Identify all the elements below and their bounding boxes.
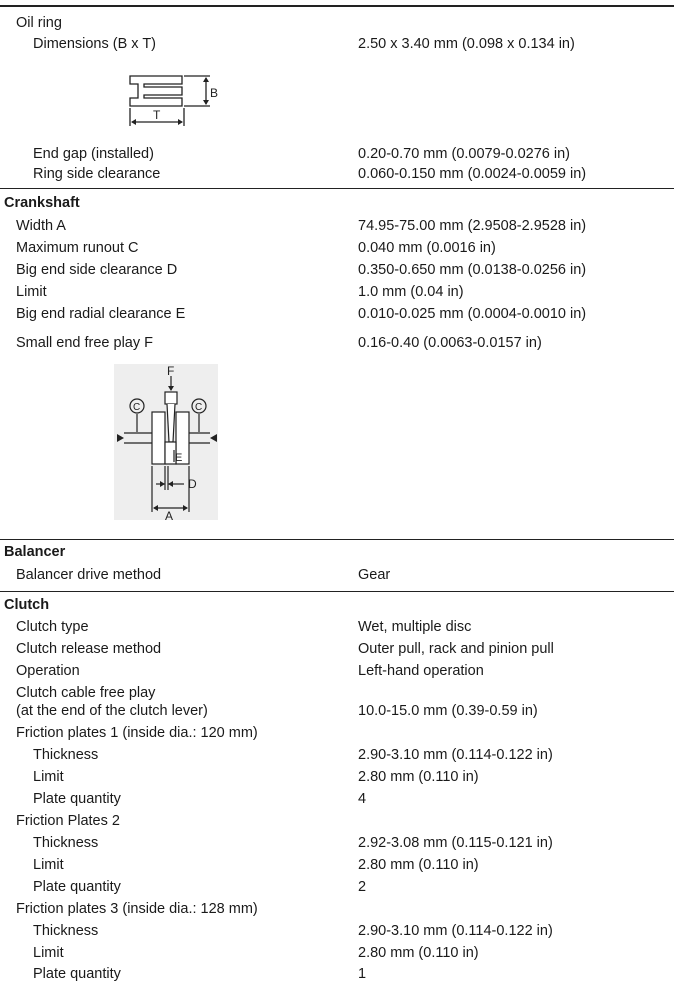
- fp1-qty-label: Plate quantity: [33, 791, 121, 807]
- crankshaft-title: Crankshaft: [4, 195, 80, 211]
- fig-label-c-left: C: [133, 402, 141, 413]
- fp2-thickness-label: Thickness: [33, 835, 99, 851]
- clutch-cable-label-1: Clutch cable free play: [16, 685, 156, 701]
- end-gap-value: 0.20-0.70 mm (0.0079-0.0276 in): [358, 146, 570, 162]
- clutch-cable-label-2: (at the end of the clutch lever): [16, 703, 208, 719]
- fp3-limit-label: Limit: [33, 945, 64, 961]
- balancer-drive-label: Balancer drive method: [16, 567, 162, 583]
- fp3-limit-value: 2.80 mm (0.110 in): [358, 945, 479, 961]
- crank-row-value: 74.95-75.00 mm (2.9508-2.9528 in): [358, 218, 587, 234]
- divider-crankshaft: [0, 188, 674, 189]
- crank-row-label: Small end free play F: [16, 335, 154, 351]
- crank-row-label: Big end radial clearance E: [16, 306, 186, 322]
- fp3-thickness-label: Thickness: [33, 923, 99, 939]
- crank-row-value: 0.16-0.40 (0.0063-0.0157 in): [358, 335, 542, 351]
- friction-plates-2-label: Friction Plates 2: [16, 813, 120, 829]
- fp1-thickness-label: Thickness: [33, 747, 99, 763]
- fp3-qty-value: 1: [358, 966, 367, 982]
- balancer-title: Balancer: [4, 544, 66, 560]
- fp1-limit-value: 2.80 mm (0.110 in): [358, 769, 479, 785]
- fp1-limit-label: Limit: [33, 769, 64, 785]
- crank-row-label: Maximum runout C: [16, 240, 139, 256]
- clutch-operation-label: Operation: [16, 663, 80, 679]
- clutch-type-label: Clutch type: [16, 619, 89, 635]
- fig-label-b: B: [210, 86, 219, 100]
- oil-ring-dimensions-label: Dimensions (B x T): [33, 36, 157, 52]
- crank-row-value: 0.010-0.025 mm (0.0004-0.0010 in): [358, 306, 587, 322]
- oil-ring-dimensions-value: 2.50 x 3.40 mm (0.098 x 0.134 in): [358, 36, 575, 52]
- oil-ring-title: Oil ring: [16, 15, 62, 31]
- friction-plates-1-label: Friction plates 1 (inside dia.: 120 mm): [16, 725, 258, 741]
- crank-row-value: 1.0 mm (0.04 in): [358, 284, 464, 300]
- fig-label-e: E: [175, 452, 183, 464]
- crank-row-label: Big end side clearance D: [16, 262, 178, 278]
- fp2-qty-label: Plate quantity: [33, 879, 121, 895]
- fp2-limit-label: Limit: [33, 857, 64, 873]
- crank-row-label: Width A: [16, 218, 66, 234]
- end-gap-label: End gap (installed): [33, 146, 154, 162]
- crank-row-label: Limit: [16, 284, 47, 300]
- fp2-limit-value: 2.80 mm (0.110 in): [358, 857, 479, 873]
- clutch-cable-value: 10.0-15.0 mm (0.39-0.59 in): [358, 703, 538, 719]
- ring-side-clearance-value: 0.060-0.150 mm (0.0024-0.0059 in): [358, 166, 587, 182]
- clutch-title: Clutch: [4, 597, 50, 613]
- top-rule: [0, 5, 674, 7]
- friction-plates-3-label: Friction plates 3 (inside dia.: 128 mm): [16, 901, 258, 917]
- fp1-qty-value: 4: [358, 791, 367, 807]
- fp3-qty-label: Plate quantity: [33, 966, 121, 982]
- fp1-thickness-value: 2.90-3.10 mm (0.114-0.122 in): [358, 747, 553, 763]
- fp2-thickness-value: 2.92-3.08 mm (0.115-0.121 in): [358, 835, 553, 851]
- crank-row-value: 0.040 mm (0.0016 in): [358, 240, 496, 256]
- crank-row-value: 0.350-0.650 mm (0.0138-0.0256 in): [358, 262, 587, 278]
- fig-label-c-right: C: [195, 402, 203, 413]
- crankshaft-diagram: [112, 362, 222, 524]
- clutch-operation-value: Left-hand operation: [358, 663, 484, 679]
- fig-label-d: D: [188, 477, 197, 491]
- divider-balancer: [0, 539, 674, 540]
- fig-label-a: A: [165, 509, 174, 523]
- balancer-drive-value: Gear: [358, 567, 391, 583]
- ring-side-clearance-label: Ring side clearance: [33, 166, 161, 182]
- divider-clutch: [0, 591, 674, 592]
- clutch-type-value: Wet, multiple disc: [358, 619, 472, 635]
- clutch-release-label: Clutch release method: [16, 641, 162, 657]
- clutch-release-value: Outer pull, rack and pinion pull: [358, 641, 554, 657]
- fp2-qty-value: 2: [358, 879, 367, 895]
- fig-label-f: F: [167, 364, 175, 378]
- fp3-thickness-value: 2.90-3.10 mm (0.114-0.122 in): [358, 923, 553, 939]
- fig-label-t: T: [153, 108, 161, 122]
- oil-ring-diagram: [122, 68, 232, 130]
